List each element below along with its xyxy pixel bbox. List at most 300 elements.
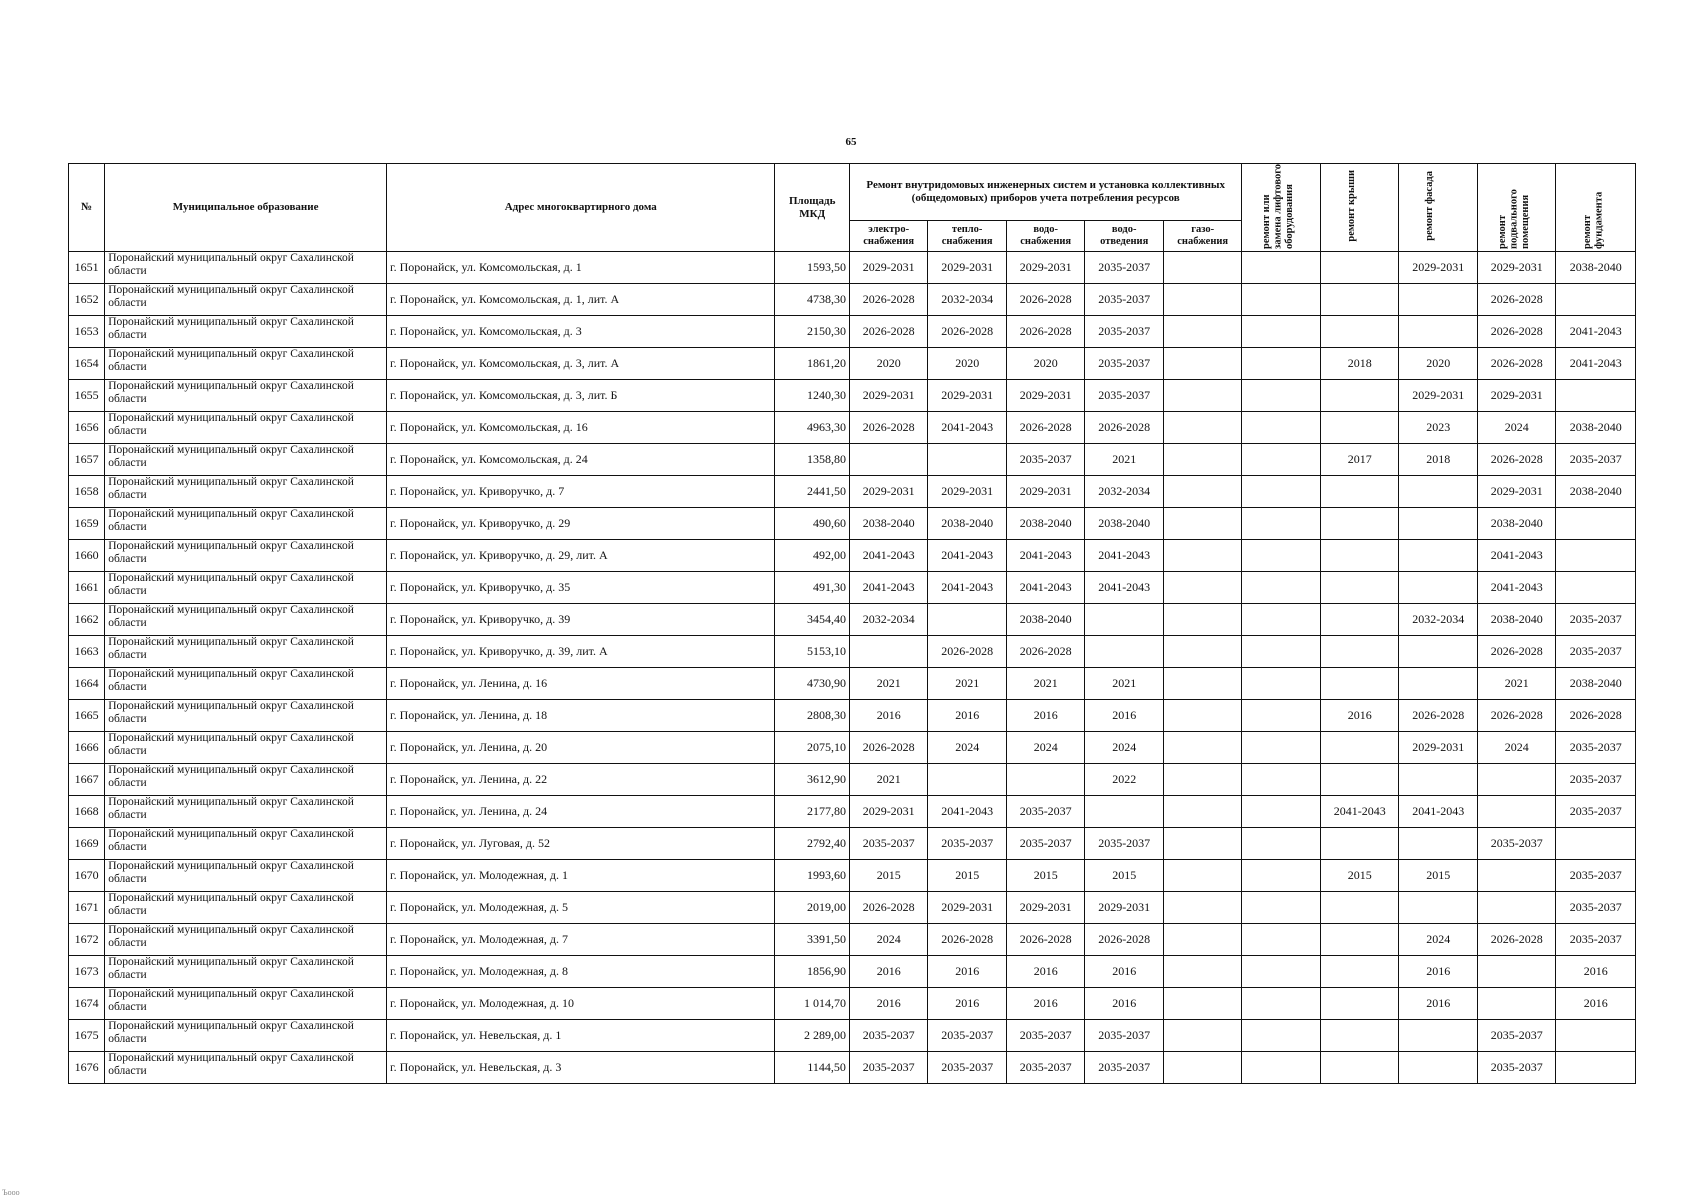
facade-cell	[1399, 476, 1478, 508]
facade-cell: 2032-2034	[1399, 604, 1478, 636]
electric-cell: 2029-2031	[849, 796, 928, 828]
basement-cell: 2035-2037	[1477, 828, 1556, 860]
sewer-cell: 2026-2028	[1085, 924, 1164, 956]
row-number: 1675	[69, 1020, 105, 1052]
row-number: 1658	[69, 476, 105, 508]
table-row	[69, 764, 1636, 796]
table-row	[69, 316, 1636, 348]
foundation-cell: 2038-2040	[1556, 252, 1636, 284]
basement-cell: 2021	[1477, 668, 1556, 700]
elevator-cell	[1242, 732, 1321, 764]
row-number: 1660	[69, 540, 105, 572]
gas-cell	[1163, 348, 1242, 380]
electric-cell: 2029-2031	[849, 252, 928, 284]
header-num: №	[69, 164, 105, 252]
foundation-cell: 2041-2043	[1556, 316, 1636, 348]
address-cell: г. Поронайск, ул. Молодежная, д. 5	[387, 892, 775, 924]
sewer-cell: 2041-2043	[1085, 572, 1164, 604]
gas-cell	[1163, 1052, 1242, 1084]
table-header	[69, 164, 1636, 252]
row-number: 1651	[69, 252, 105, 284]
table-row	[69, 1052, 1636, 1084]
electric-cell: 2026-2028	[849, 284, 928, 316]
elevator-cell	[1242, 412, 1321, 444]
roof-cell	[1320, 604, 1399, 636]
municipality-cell: Поронайский муниципальный округ Сахалинской области	[105, 540, 387, 572]
facade-cell	[1399, 540, 1478, 572]
header-foundation	[1556, 164, 1636, 252]
facade-cell: 2020	[1399, 348, 1478, 380]
gas-cell	[1163, 380, 1242, 412]
roof-cell: 2018	[1320, 348, 1399, 380]
roof-cell	[1320, 732, 1399, 764]
elevator-cell	[1242, 764, 1321, 796]
water-cell: 2026-2028	[1006, 636, 1085, 668]
address-cell: г. Поронайск, ул. Невельская, д. 3	[387, 1052, 775, 1084]
foundation-cell: 2035-2037	[1556, 444, 1636, 476]
elevator-cell	[1242, 316, 1321, 348]
address-cell: г. Поронайск, ул. Невельская, д. 1	[387, 1020, 775, 1052]
roof-cell	[1320, 572, 1399, 604]
basement-cell: 2026-2028	[1477, 700, 1556, 732]
row-number: 1670	[69, 860, 105, 892]
area-cell: 1358,80	[775, 444, 849, 476]
facade-cell	[1399, 508, 1478, 540]
area-cell: 1993,60	[775, 860, 849, 892]
roof-cell	[1320, 764, 1399, 796]
electric-cell: 2021	[849, 668, 928, 700]
gas-cell	[1163, 988, 1242, 1020]
table-body	[69, 252, 1636, 1084]
heat-cell: 2015	[928, 860, 1007, 892]
repair-schedule-table	[68, 163, 1636, 1084]
area-cell: 1861,20	[775, 348, 849, 380]
elevator-cell	[1242, 924, 1321, 956]
table-row	[69, 444, 1636, 476]
address-cell: г. Поронайск, ул. Комсомольская, д. 16	[387, 412, 775, 444]
elevator-cell	[1242, 476, 1321, 508]
elevator-cell	[1242, 700, 1321, 732]
area-cell: 2177,80	[775, 796, 849, 828]
roof-cell: 2017	[1320, 444, 1399, 476]
header-water: водо- снабжения	[1006, 221, 1085, 252]
basement-cell: 2038-2040	[1477, 508, 1556, 540]
electric-cell	[849, 444, 928, 476]
sewer-cell: 2016	[1085, 988, 1164, 1020]
row-number: 1652	[69, 284, 105, 316]
roof-cell	[1320, 540, 1399, 572]
municipality-cell: Поронайский муниципальный округ Сахалинской области	[105, 572, 387, 604]
facade-cell: 2026-2028	[1399, 700, 1478, 732]
water-cell: 2035-2037	[1006, 1020, 1085, 1052]
facade-cell	[1399, 1052, 1478, 1084]
sewer-cell: 2021	[1085, 444, 1164, 476]
area-cell: 4738,30	[775, 284, 849, 316]
gas-cell	[1163, 444, 1242, 476]
address-cell: г. Поронайск, ул. Криворучко, д. 29, лит. А	[387, 540, 775, 572]
table-row	[69, 636, 1636, 668]
table-row	[69, 604, 1636, 636]
row-number: 1655	[69, 380, 105, 412]
facade-cell: 2041-2043	[1399, 796, 1478, 828]
address-cell: г. Поронайск, ул. Комсомольская, д. 1	[387, 252, 775, 284]
foundation-cell: 2016	[1556, 956, 1636, 988]
sewer-cell: 2035-2037	[1085, 828, 1164, 860]
heat-cell: 2029-2031	[928, 380, 1007, 412]
header-roof-label: ремонт крыши	[1345, 169, 1357, 242]
roof-cell	[1320, 508, 1399, 540]
table-row	[69, 988, 1636, 1020]
elevator-cell	[1242, 796, 1321, 828]
gas-cell	[1163, 956, 1242, 988]
municipality-cell: Поронайский муниципальный округ Сахалинской области	[105, 860, 387, 892]
foundation-cell	[1556, 540, 1636, 572]
header-heat: тепло- снабжения	[928, 221, 1007, 252]
area-cell: 1240,30	[775, 380, 849, 412]
table-row	[69, 1020, 1636, 1052]
roof-cell	[1320, 284, 1399, 316]
header-facade	[1399, 164, 1478, 252]
roof-cell	[1320, 476, 1399, 508]
basement-cell: 2026-2028	[1477, 348, 1556, 380]
page-number: 65	[845, 136, 857, 148]
heat-cell: 2041-2043	[928, 540, 1007, 572]
row-number: 1656	[69, 412, 105, 444]
elevator-cell	[1242, 860, 1321, 892]
row-number: 1659	[69, 508, 105, 540]
heat-cell: 2041-2043	[928, 796, 1007, 828]
area-cell: 3391,50	[775, 924, 849, 956]
row-number: 1671	[69, 892, 105, 924]
electric-cell: 2015	[849, 860, 928, 892]
roof-cell	[1320, 988, 1399, 1020]
address-cell: г. Поронайск, ул. Ленина, д. 20	[387, 732, 775, 764]
header-elevator	[1242, 164, 1321, 252]
roof-cell	[1320, 956, 1399, 988]
area-cell: 2441,50	[775, 476, 849, 508]
gas-cell	[1163, 252, 1242, 284]
sewer-cell: 2035-2037	[1085, 1052, 1164, 1084]
basement-cell: 2026-2028	[1477, 636, 1556, 668]
gas-cell	[1163, 572, 1242, 604]
water-cell: 2038-2040	[1006, 604, 1085, 636]
table-row	[69, 924, 1636, 956]
foundation-cell: 2035-2037	[1556, 860, 1636, 892]
row-number: 1669	[69, 828, 105, 860]
address-cell: г. Поронайск, ул. Комсомольская, д. 24	[387, 444, 775, 476]
row-number: 1661	[69, 572, 105, 604]
water-cell: 2016	[1006, 956, 1085, 988]
heat-cell: 2016	[928, 700, 1007, 732]
foundation-cell	[1556, 284, 1636, 316]
heat-cell: 2029-2031	[928, 252, 1007, 284]
table-row	[69, 540, 1636, 572]
gas-cell	[1163, 284, 1242, 316]
elevator-cell	[1242, 540, 1321, 572]
heat-cell: 2020	[928, 348, 1007, 380]
elevator-cell	[1242, 604, 1321, 636]
electric-cell: 2020	[849, 348, 928, 380]
sewer-cell: 2016	[1085, 700, 1164, 732]
roof-cell: 2015	[1320, 860, 1399, 892]
sewer-cell: 2035-2037	[1085, 1020, 1164, 1052]
sewer-cell: 2035-2037	[1085, 348, 1164, 380]
sewer-cell	[1085, 796, 1164, 828]
electric-cell: 2032-2034	[849, 604, 928, 636]
table-row	[69, 828, 1636, 860]
foundation-cell: 2035-2037	[1556, 892, 1636, 924]
water-cell: 2026-2028	[1006, 284, 1085, 316]
foundation-cell	[1556, 572, 1636, 604]
water-cell: 2029-2031	[1006, 476, 1085, 508]
heat-cell: 2021	[928, 668, 1007, 700]
row-number: 1664	[69, 668, 105, 700]
address-cell: г. Поронайск, ул. Луговая, д. 52	[387, 828, 775, 860]
electric-cell: 2029-2031	[849, 476, 928, 508]
heat-cell: 2041-2043	[928, 572, 1007, 604]
basement-cell: 2041-2043	[1477, 540, 1556, 572]
water-cell: 2029-2031	[1006, 380, 1085, 412]
municipality-cell: Поронайский муниципальный округ Сахалинской области	[105, 1052, 387, 1084]
heat-cell: 2026-2028	[928, 316, 1007, 348]
foundation-cell: 2035-2037	[1556, 796, 1636, 828]
foundation-cell: 2038-2040	[1556, 668, 1636, 700]
municipality-cell: Поронайский муниципальный округ Сахалинской области	[105, 988, 387, 1020]
facade-cell: 2029-2031	[1399, 732, 1478, 764]
municipality-cell: Поронайский муниципальный округ Сахалинской области	[105, 764, 387, 796]
row-number: 1676	[69, 1052, 105, 1084]
facade-cell	[1399, 1020, 1478, 1052]
foundation-cell: 2041-2043	[1556, 348, 1636, 380]
heat-cell: 2029-2031	[928, 892, 1007, 924]
water-cell: 2024	[1006, 732, 1085, 764]
municipality-cell: Поронайский муниципальный округ Сахалинской области	[105, 316, 387, 348]
electric-cell: 2026-2028	[849, 412, 928, 444]
address-cell: г. Поронайск, ул. Криворучко, д. 39	[387, 604, 775, 636]
address-cell: г. Поронайск, ул. Ленина, д. 24	[387, 796, 775, 828]
roof-cell	[1320, 1020, 1399, 1052]
basement-cell	[1477, 860, 1556, 892]
roof-cell	[1320, 668, 1399, 700]
header-municipality: Муниципальное образование	[105, 164, 387, 252]
municipality-cell: Поронайский муниципальный округ Сахалинской области	[105, 284, 387, 316]
water-cell: 2041-2043	[1006, 572, 1085, 604]
sewer-cell: 2035-2037	[1085, 380, 1164, 412]
municipality-cell: Поронайский муниципальный округ Сахалинской области	[105, 444, 387, 476]
table-row	[69, 796, 1636, 828]
table-row	[69, 380, 1636, 412]
elevator-cell	[1242, 444, 1321, 476]
elevator-cell	[1242, 508, 1321, 540]
area-cell: 2019,00	[775, 892, 849, 924]
foundation-cell: 2035-2037	[1556, 924, 1636, 956]
gas-cell	[1163, 764, 1242, 796]
address-cell: г. Поронайск, ул. Криворучко, д. 35	[387, 572, 775, 604]
gas-cell	[1163, 1020, 1242, 1052]
header-sewer: водо- отведения	[1085, 221, 1164, 252]
area-cell: 3612,90	[775, 764, 849, 796]
header-foundation-label: ремонт фундамента	[1581, 191, 1605, 250]
table-row	[69, 252, 1636, 284]
area-cell: 1856,90	[775, 956, 849, 988]
area-cell: 1593,50	[775, 252, 849, 284]
elevator-cell	[1242, 956, 1321, 988]
municipality-cell: Поронайский муниципальный округ Сахалинской области	[105, 732, 387, 764]
basement-cell: 2026-2028	[1477, 924, 1556, 956]
heat-cell: 2024	[928, 732, 1007, 764]
sewer-cell: 2038-2040	[1085, 508, 1164, 540]
water-cell: 2015	[1006, 860, 1085, 892]
electric-cell: 2016	[849, 988, 928, 1020]
roof-cell	[1320, 316, 1399, 348]
area-cell: 2075,10	[775, 732, 849, 764]
gas-cell	[1163, 316, 1242, 348]
sewer-cell: 2029-2031	[1085, 892, 1164, 924]
sewer-cell: 2035-2037	[1085, 316, 1164, 348]
area-cell: 492,00	[775, 540, 849, 572]
header-address: Адрес многоквартирного дома	[387, 164, 775, 252]
row-number: 1665	[69, 700, 105, 732]
row-number: 1673	[69, 956, 105, 988]
area-cell: 2792,40	[775, 828, 849, 860]
municipality-cell: Поронайский муниципальный округ Сахалинской области	[105, 700, 387, 732]
facade-cell	[1399, 668, 1478, 700]
table-row	[69, 668, 1636, 700]
address-cell: г. Поронайск, ул. Комсомольская, д. 3	[387, 316, 775, 348]
heat-cell: 2035-2037	[928, 1020, 1007, 1052]
electric-cell: 2035-2037	[849, 1020, 928, 1052]
row-number: 1663	[69, 636, 105, 668]
basement-cell	[1477, 764, 1556, 796]
water-cell: 2035-2037	[1006, 1052, 1085, 1084]
foundation-cell: 2016	[1556, 988, 1636, 1020]
electric-cell: 2016	[849, 956, 928, 988]
elevator-cell	[1242, 572, 1321, 604]
facade-cell: 2016	[1399, 956, 1478, 988]
basement-cell: 2035-2037	[1477, 1052, 1556, 1084]
roof-cell: 2041-2043	[1320, 796, 1399, 828]
roof-cell	[1320, 1052, 1399, 1084]
electric-cell: 2035-2037	[849, 828, 928, 860]
sewer-cell: 2016	[1085, 956, 1164, 988]
municipality-cell: Поронайский муниципальный округ Сахалинской области	[105, 476, 387, 508]
table-row	[69, 508, 1636, 540]
sewer-cell	[1085, 604, 1164, 636]
table-row	[69, 732, 1636, 764]
foundation-cell: 2035-2037	[1556, 636, 1636, 668]
basement-cell	[1477, 892, 1556, 924]
sewer-cell: 2035-2037	[1085, 284, 1164, 316]
facade-cell: 2029-2031	[1399, 380, 1478, 412]
header-area: Площадь МКД	[775, 164, 849, 252]
area-cell: 2 289,00	[775, 1020, 849, 1052]
roof-cell	[1320, 924, 1399, 956]
row-number: 1662	[69, 604, 105, 636]
municipality-cell: Поронайский муниципальный округ Сахалинской области	[105, 668, 387, 700]
table-row	[69, 348, 1636, 380]
water-cell: 2035-2037	[1006, 796, 1085, 828]
row-number: 1653	[69, 316, 105, 348]
heat-cell	[928, 444, 1007, 476]
water-cell: 2016	[1006, 700, 1085, 732]
sewer-cell: 2022	[1085, 764, 1164, 796]
elevator-cell	[1242, 668, 1321, 700]
gas-cell	[1163, 540, 1242, 572]
municipality-cell: Поронайский муниципальный округ Сахалинской области	[105, 412, 387, 444]
facade-cell: 2023	[1399, 412, 1478, 444]
area-cell: 2808,30	[775, 700, 849, 732]
row-number: 1667	[69, 764, 105, 796]
facade-cell	[1399, 636, 1478, 668]
heat-cell: 2038-2040	[928, 508, 1007, 540]
basement-cell: 2041-2043	[1477, 572, 1556, 604]
header-roof	[1320, 164, 1399, 252]
header-engineering-group: Ремонт внутридомовых инженерных систем и установка коллективных (общедомовых) приборов учета потребления ресурсов	[849, 164, 1242, 221]
electric-cell: 2029-2031	[849, 380, 928, 412]
electric-cell: 2038-2040	[849, 508, 928, 540]
elevator-cell	[1242, 892, 1321, 924]
header-facade-label: ремонт фасада	[1424, 170, 1436, 241]
municipality-cell: Поронайский муниципальный округ Сахалинской области	[105, 924, 387, 956]
water-cell: 2026-2028	[1006, 924, 1085, 956]
water-cell: 2038-2040	[1006, 508, 1085, 540]
basement-cell: 2029-2031	[1477, 476, 1556, 508]
basement-cell: 2029-2031	[1477, 252, 1556, 284]
basement-cell: 2026-2028	[1477, 444, 1556, 476]
elevator-cell	[1242, 828, 1321, 860]
electric-cell: 2024	[849, 924, 928, 956]
foundation-cell: 2035-2037	[1556, 764, 1636, 796]
water-cell: 2020	[1006, 348, 1085, 380]
row-number: 1672	[69, 924, 105, 956]
water-cell: 2029-2031	[1006, 892, 1085, 924]
municipality-cell: Поронайский муниципальный округ Сахалинской области	[105, 956, 387, 988]
municipality-cell: Поронайский муниципальный округ Сахалинской области	[105, 380, 387, 412]
water-cell: 2021	[1006, 668, 1085, 700]
area-cell: 4730,90	[775, 668, 849, 700]
header-basement	[1477, 164, 1556, 252]
gas-cell	[1163, 508, 1242, 540]
header-gas: газо- снабжения	[1163, 221, 1242, 252]
table-row	[69, 476, 1636, 508]
address-cell: г. Поронайск, ул. Криворучко, д. 39, лит. А	[387, 636, 775, 668]
municipality-cell: Поронайский муниципальный округ Сахалинской области	[105, 348, 387, 380]
roof-cell	[1320, 252, 1399, 284]
area-cell: 2150,30	[775, 316, 849, 348]
basement-cell: 2026-2028	[1477, 284, 1556, 316]
elevator-cell	[1242, 1052, 1321, 1084]
gas-cell	[1163, 796, 1242, 828]
elevator-cell	[1242, 636, 1321, 668]
foundation-cell: 2035-2037	[1556, 732, 1636, 764]
gas-cell	[1163, 636, 1242, 668]
table-row	[69, 860, 1636, 892]
facade-cell: 2016	[1399, 988, 1478, 1020]
sewer-cell	[1085, 636, 1164, 668]
foundation-cell	[1556, 508, 1636, 540]
heat-cell: 2035-2037	[928, 1052, 1007, 1084]
area-cell: 4963,30	[775, 412, 849, 444]
address-cell: г. Поронайск, ул. Комсомольская, д. 3, лит. Б	[387, 380, 775, 412]
electric-cell: 2016	[849, 700, 928, 732]
basement-cell: 2024	[1477, 732, 1556, 764]
elevator-cell	[1242, 284, 1321, 316]
roof-cell	[1320, 412, 1399, 444]
water-cell: 2026-2028	[1006, 316, 1085, 348]
heat-cell: 2032-2034	[928, 284, 1007, 316]
water-cell: 2041-2043	[1006, 540, 1085, 572]
area-cell: 491,30	[775, 572, 849, 604]
